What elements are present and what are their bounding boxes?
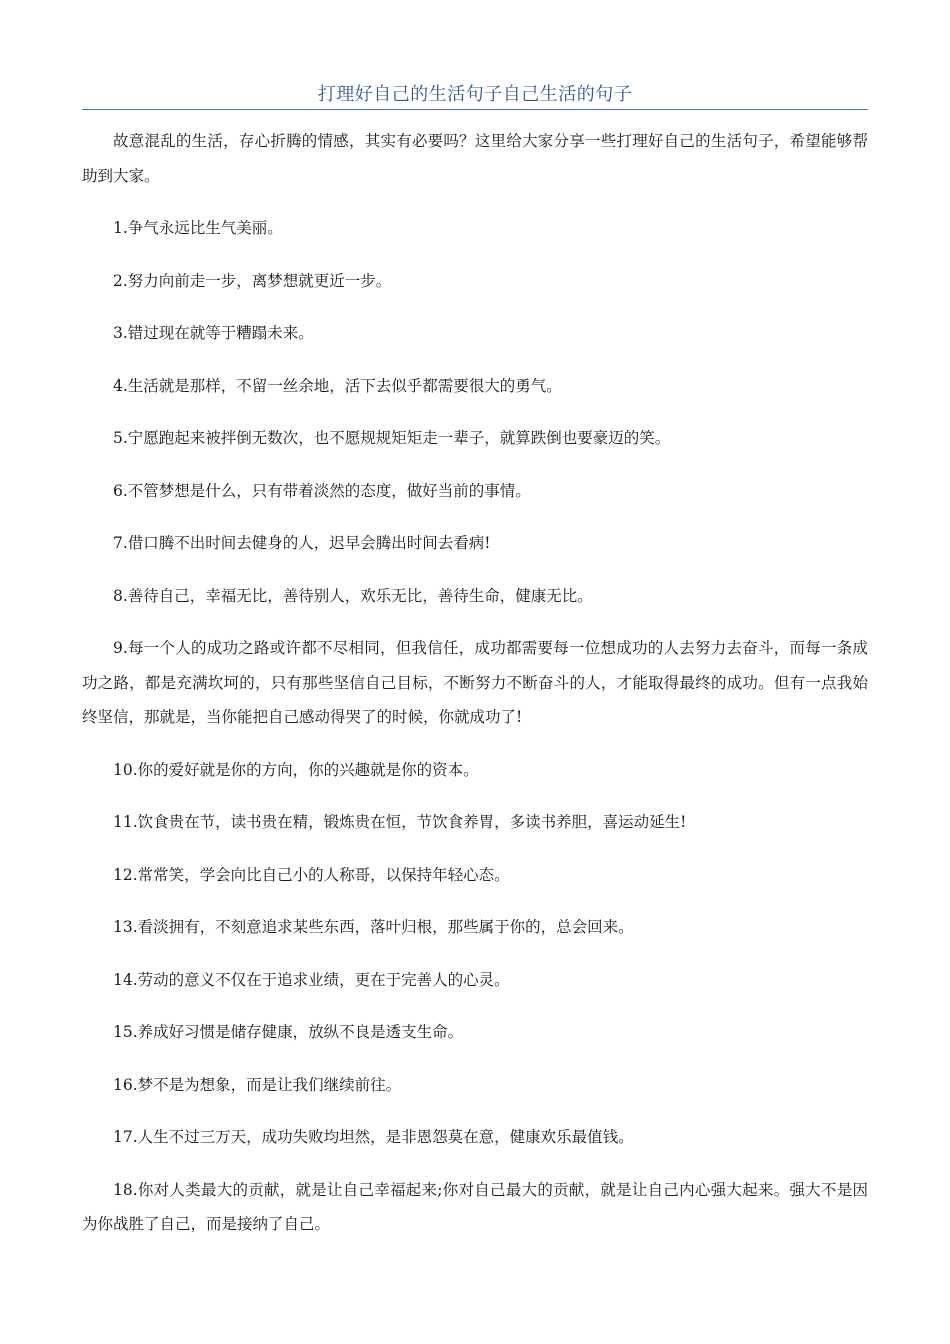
list-item: 4.生活就是那样，不留一丝余地，活下去似乎都需要很大的勇气。 <box>113 376 562 395</box>
list-item: 17.人生不过三万天，成功失败均坦然，是非恩怨莫在意，健康欢乐最值钱。 <box>113 1128 634 1146</box>
list-item: 15.养成好习惯是储存健康，放纵不良是透支生命。 <box>113 1023 464 1041</box>
list-item: 16.梦不是为想象，而是让我们继续前往。 <box>113 1075 402 1094</box>
list-item: 14.劳动的意义不仅在于追求业绩，更在于完善人的心灵。 <box>113 970 510 989</box>
list-item: 1.争气永远比生气美丽。 <box>113 219 283 237</box>
list-item: 12.常常笑，学会向比自己小的人称哥，以保持年轻心态。 <box>113 865 510 884</box>
intro-paragraph: 故意混乱的生活，存心折腾的情感，其实有必要吗？这里给大家分享一些打理好自己的生活句子，希望能够帮助到大家。 <box>82 132 868 185</box>
document-body <box>82 124 868 1260</box>
list-item: 18.你对人类最大的贡献，就是让自己幸福起来;你对自己最大的贡献，就是让自己内心强大起来。强大不是因为你战胜了自己，而是接纳了自己。 <box>82 1180 868 1233</box>
list-item: 9.每一个人的成功之路或许都不尽相同，但我信任，成功都需要每一位想成功的人去努力去奋斗，而每一条成功之路，都是充满坎坷的，只有那些坚信自己目标，不断努力不断奋斗的人，才能取得最终的成功。但有一点我始终坚信，那就是，当你能把自己感动得哭了的时候，你就成功了! <box>82 639 868 726</box>
list-item: 10.你的爱好就是你的方向，你的兴趣就是你的资本。 <box>113 760 479 779</box>
list-item: 6.不管梦想是什么，只有带着淡然的态度，做好当前的事情。 <box>113 481 531 500</box>
list-item: 8.善待自己，幸福无比，善待别人，欢乐无比，善待生命，健康无比。 <box>113 586 593 605</box>
document-title: 打理好自己的生活句子自己生活的句子 <box>317 84 633 105</box>
list-item: 2.努力向前走一步，离梦想就更近一步。 <box>113 271 392 290</box>
list-item: 13.看淡拥有，不刻意追求某些东西，落叶归根，那些属于你的，总会回来。 <box>113 918 634 936</box>
title-underline-divider <box>82 109 868 110</box>
list-item: 3.错过现在就等于糟蹋未来。 <box>113 324 314 342</box>
list-item: 11.饮食贵在节，读书贵在精，锻炼贵在恒，节饮食养胃，多读书养胆，喜运动延生! <box>113 813 687 831</box>
list-item: 5.宁愿跑起来被拌倒无数次，也不愿规规矩矩走一辈子，就算跌倒也要豪迈的笑。 <box>113 429 671 447</box>
list-item: 7.借口腾不出时间去健身的人，迟早会腾出时间去看病! <box>113 534 491 552</box>
